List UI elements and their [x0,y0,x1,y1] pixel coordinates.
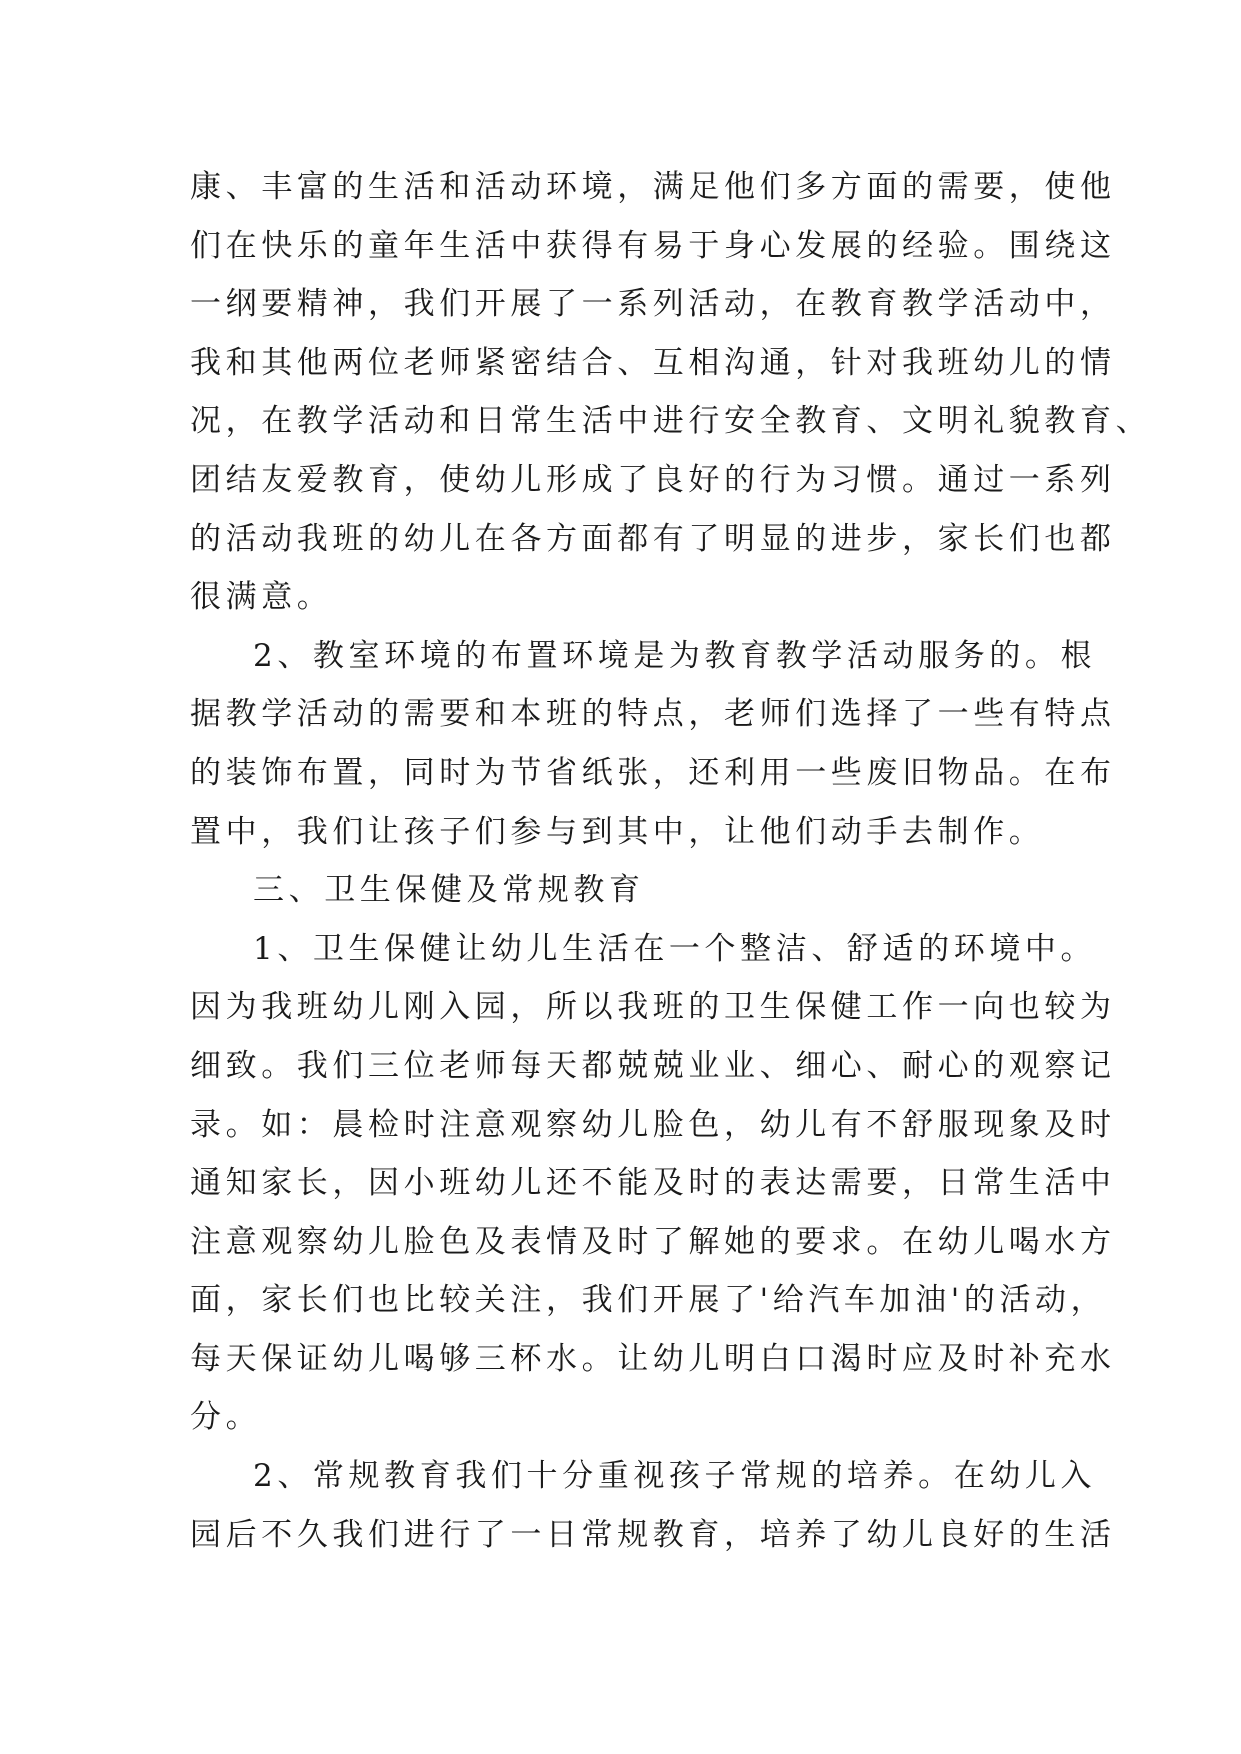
text-line: 三、卫生保健及常规教育 [253,872,645,909]
text-line: 我和其他两位老师紧密结合、互相沟通，针对我班幼儿的情 [190,344,1116,381]
text-line: 置中，我们让孩子们参与到其中，让他们动手去制作。 [190,813,1045,850]
text-line: 每天保证幼儿喝够三杯水。让幼儿明白口渴时应及时补充水 [190,1340,1116,1377]
text-line: 的装饰布置，同时为节省纸张，还利用一些废旧物品。在布 [190,754,1116,791]
text-line: 通知家长，因小班幼儿还不能及时的表达需要，日常生活中 [190,1165,1116,1202]
text-line: 2、教室环境的布置环境是为教育教学活动服务的。根 [253,637,1097,674]
text-line: 很满意。 [190,579,333,616]
text-line: 录。如：晨检时注意观察幼儿脸色，幼儿有不舒服现象及时 [190,1106,1116,1143]
text-line: 2、常规教育我们十分重视孩子常规的培养。在幼儿入 [253,1458,1097,1495]
text-line: 园后不久我们进行了一日常规教育，培养了幼儿良好的生活 [190,1516,1116,1553]
text-line: 分。 [190,1399,262,1436]
text-line: 因为我班幼儿刚入园，所以我班的卫生保健工作一向也较为 [190,989,1116,1026]
text-line: 注意观察幼儿脸色及表情及时了解她的要求。在幼儿喝水方 [190,1223,1116,1260]
body-text [190,158,1152,1564]
text-line: 的活动我班的幼儿在各方面都有了明显的进步，家长们也都 [190,520,1116,557]
text-line: 细致。我们三位老师每天都兢兢业业、细心、耐心的观察记 [190,1047,1116,1084]
text-line: 们在快乐的童年生活中获得有易于身心发展的经验。围绕这 [190,227,1116,264]
text-line: 一纲要精神，我们开展了一系列活动，在教育教学活动中， [190,286,1116,323]
text-line: 团结友爱教育，使幼儿形成了良好的行为习惯。通过一系列 [190,461,1116,498]
text-line: 据教学活动的需要和本班的特点，老师们选择了一些有特点 [190,696,1116,733]
text-line: 1、卫生保健让幼儿生活在一个整洁、舒适的环境中。 [253,930,1097,967]
text-line: 康、丰富的生活和活动环境，满足他们多方面的需要，使他 [190,169,1116,205]
text-line: 面，家长们也比较关注，我们开展了'给汽车加油'的活动， [190,1282,1107,1319]
text-line: 况，在教学活动和日常生活中进行安全教育、文明礼貌教育、 [190,403,1152,440]
